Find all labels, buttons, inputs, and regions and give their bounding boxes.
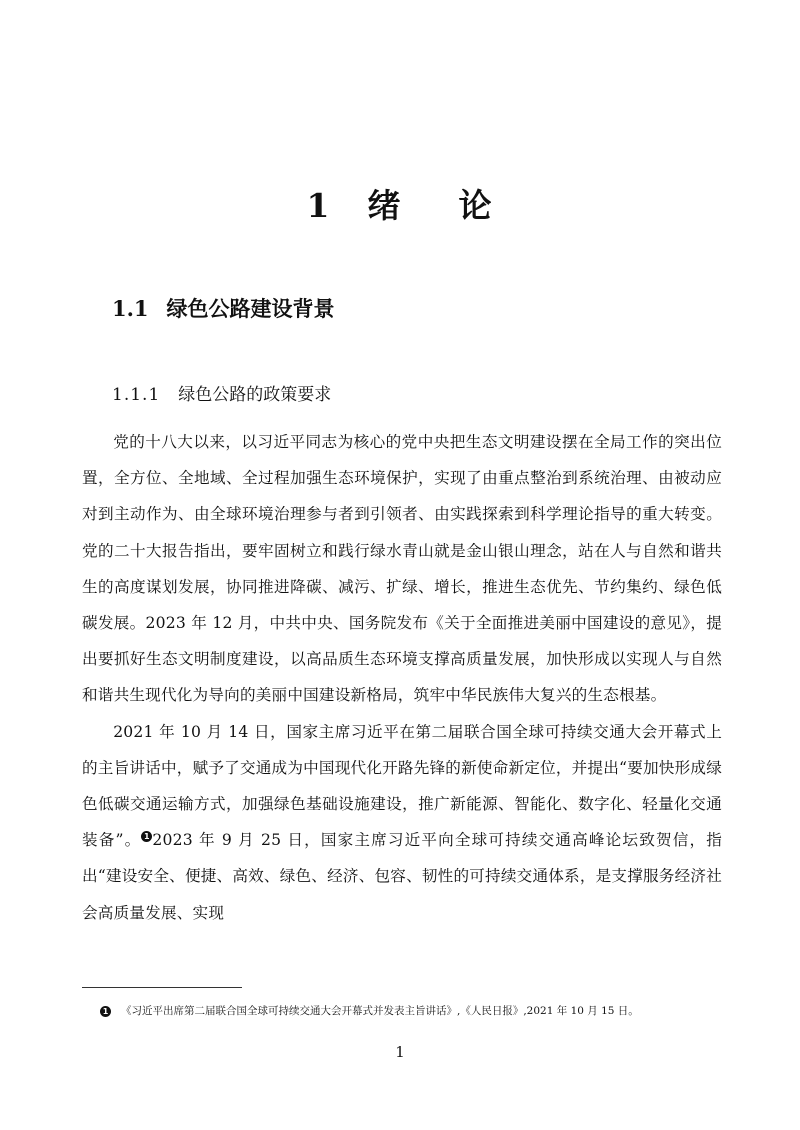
subsection-heading	[112, 380, 331, 405]
paragraph-2-text: 2021 年 10 月 14 日，国家主席习近平在第二届联合国全球可持续交通大会开幕式上的主旨讲话中，赋予了交通成为中国现代化开路先锋的新使命新定位，并提出“要加快形成绿色低碳交通运输方式，加强绿色基础设施建设，推广新能源、智能化、数字化、轻量化交通装备”。	[82, 722, 722, 850]
section-number: 1.1	[112, 296, 149, 321]
chapter-number: 1	[306, 186, 332, 225]
chapter-title-char-2: 论	[458, 186, 494, 225]
subsection-title: 绿色公路的政策要求	[178, 385, 332, 405]
body-text	[82, 424, 722, 931]
chapter-title	[0, 180, 800, 227]
footnote-divider	[82, 987, 242, 988]
paragraph-2-tail: 2023 年 9 月 25 日，国家主席习近平向全球可持续交通高峰论坛致贺信，指出“建设安全、便捷、高效、绿色、经济、包容、韧性的可持续交通体系，是支撑服务经济社会高质量发展、实现	[82, 831, 723, 922]
footnote	[100, 1003, 740, 1019]
footnote-reference-marker[interactable]: 1	[141, 831, 152, 842]
section-heading	[112, 293, 335, 323]
page-number: 1	[395, 1043, 405, 1061]
paragraph-1: 党的十八大以来，以习近平同志为核心的党中央把生态文明建设摆在全局工作的突出位置，全方位、全地域、全过程加强生态环境保护，实现了由重点整治到系统治理、由被动应对到主动作为、由全球环境治理参与者到引领者、由实践探索到科学理论指导的重大转变。党的二十大报告指出，要牢固树立和践行绿水青山就是金山银山理念，站在人与自然和谐共生的高度谋划发展，协同推进降碳、减污、扩绿、增长，推进生态优先、节约集约、绿色低碳发展。2023 年 12 月，中共中央、国务院发布《关于全面推进美丽中国建设的意见》，提出要抓好生态文明制度建设，以高品质生态环境支撑高质量发展，加快形成以实现人与自然和谐共生现代化为导向的美丽中国建设新格局，筑牢中华民族伟大复兴的生态根基。	[82, 433, 722, 705]
subsection-number: 1.1.1	[112, 385, 161, 405]
chapter-title-char-1: 绪	[367, 186, 403, 225]
paragraph-2	[82, 714, 722, 931]
footnote-marker: 1	[100, 1006, 111, 1017]
footnote-text: 《习近平出席第二届联合国全球可持续交通大会开幕式并发表主旨讲话》,《人民日报》,2021 年 10 月 15 日。	[121, 1005, 639, 1017]
section-title: 绿色公路建设背景	[166, 296, 335, 321]
